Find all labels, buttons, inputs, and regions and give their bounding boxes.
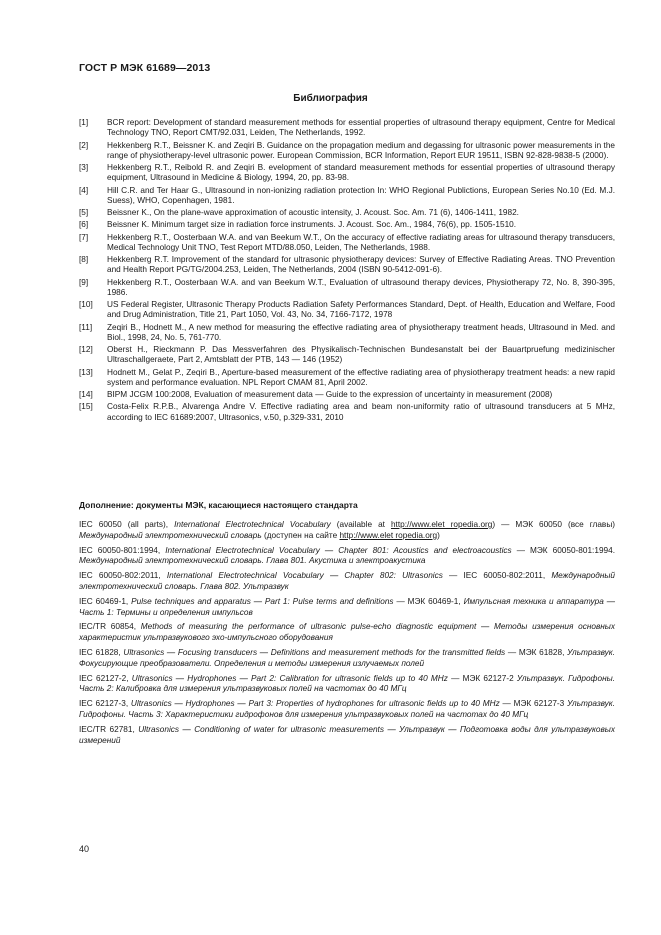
std-title: Ultrasonics — Focusing transducers — Definitions and measurement methods for the transmitted fields — [123, 647, 506, 657]
std-title: Ultrasonics — Hydrophones — Part 3: Properties of hydrophones for ultrasonic fields up to 40 MHz — [130, 699, 500, 709]
reference-text: Hekkenberg R.T., Reibold R. and Zeqiri B. evelopment of standard measurement methods for essential properties of ultrasound therapy equipment, Ultrasound in Medicine & Biology, 1994, 20, pp. 83-98. — [107, 163, 615, 183]
reference-number: [13] — [79, 367, 93, 377]
std-title-ru: Международный электротехнический словарь. Глава 802. Ультразвук — [79, 571, 616, 591]
std-title-ru: Ультразвук. Гидрофоны. Часть 2: Калибровка для измерения ультразвуковых полей на частотах до 40 МГц — [79, 673, 616, 694]
reference-number: [10] — [79, 300, 93, 310]
reference-text: Oberst H., Rieckmann P. Das Messverfahren des Physikalisch-Technischen Bundesanstalt bei der Bauartpruefung medizinischer Ultraschallgeraete, Part 2, Amtsblatt der PTB, 143 — 146 (1952) — [107, 345, 615, 365]
reference-item — [79, 402, 615, 422]
reference-item — [79, 208, 615, 218]
reference-text: BIPM JCGM 100:2008, Evaluation of measurement data — Guide to the expression of uncertainty in measurement (2008) — [107, 390, 553, 400]
supplement-item — [79, 520, 615, 542]
reference-text: Zeqiri B., Hodnett M., A new method for measuring the effective radiating area of physiotherapy treatment heads, Ultrasound in Med. and Biol., 1998, 24, No. 5, 761-770. — [107, 322, 615, 342]
reference-text: Hodnett M., Gelat P., Zeqiri B., Aperture-based measurement of the effective radiating area of physiotherapy treatment heads: a new rapid system and performance evaluation. NPL Report CMAM 81, April 2002. — [107, 367, 615, 387]
reference-text: Hekkenberg R.T., Oosterbaan W.A. and van Beekum W.T., Evaluation of ultrasound therapy devices, Physiotherapy 72, No. 8, 390-395, 1986. — [107, 277, 615, 297]
reference-number: [9] — [79, 277, 89, 287]
electropedia-link[interactable]: http://www.elet ropedia.org — [390, 520, 493, 529]
std-text: — МЭК 60050-801:1994. — [511, 545, 615, 555]
reference-item — [79, 300, 615, 320]
reference-number: [14] — [79, 390, 93, 400]
electropedia-link[interactable]: http://www.elet ropedia.org — [339, 530, 438, 540]
std-text: — IEC 60050-802:2011, — [442, 571, 552, 581]
std-title-ru: Ультразвук. Фокусирующие преобразователи. Определения и методы измерения излучаемых полей — [79, 647, 615, 668]
reference-item — [79, 220, 615, 230]
std-code: IEC 60050-801:1994, — [79, 545, 166, 555]
std-text: (available at — [330, 520, 391, 529]
reference-item — [79, 345, 615, 365]
reference-item — [79, 233, 615, 253]
reference-text: BCR report: Development of standard measurement methods for essential properties of ultrasound therapy equipment, Centre for Medical Technology TNO, Report CMT/92.031, Leiden, The Netherlands, 1992. — [107, 118, 615, 138]
std-title: Pulse techniques and apparatus — Part 1: Pulse terms and definitions — [131, 596, 394, 606]
std-title: Ultrasonics — Hydrophones — Part 2: Calibration for ultrasonic fields up to 40 MHz — [131, 673, 448, 683]
reference-item — [79, 141, 615, 161]
reference-number: [3] — [79, 163, 89, 172]
reference-item — [79, 255, 615, 275]
std-title: International Electrotechnical Vocabulary — [174, 520, 331, 529]
reference-number: [6] — [79, 220, 89, 230]
std-title: Methods of measuring the performance of ultrasonic pulse-echo diagnostic equipment — Методы измерения основных характеристик ультразвукового эхо-импульсного оборудования — [79, 622, 615, 643]
reference-list — [79, 118, 615, 425]
reference-number: [7] — [79, 232, 89, 242]
supplement-item — [79, 725, 615, 747]
reference-item — [79, 278, 615, 298]
std-code: IEC/TR 62781, — [79, 724, 139, 734]
reference-number: [4] — [79, 185, 89, 195]
reference-text: Beissner K., On the plane-wave approximation of acoustic intensity, J. Acoust. Soc. Am. 71 (6), 1406-1411, 1982. — [107, 208, 519, 217]
supplement-list — [79, 520, 615, 750]
supplement-item — [79, 597, 615, 619]
std-code: IEC 62127-2, — [79, 673, 132, 683]
document-header: ГОСТ Р МЭК 61689—2013 — [79, 62, 211, 74]
reference-number: [11] — [79, 322, 93, 332]
std-title-ru: Международный электротехнический словарь — [79, 530, 262, 540]
reference-item — [79, 163, 615, 183]
std-text: — МЭК 60469-1, — [393, 596, 464, 606]
std-title: International Electrotechnical Vocabulary — Chapter 801: Acoustics and electroacoustics — [165, 545, 512, 555]
supplement-title: Дополнение: документы МЭК, касающиеся настоящего стандарта — [79, 500, 358, 510]
reference-number: [8] — [79, 255, 89, 265]
reference-number: [1] — [79, 118, 89, 127]
supplement-item — [79, 648, 615, 670]
reference-number: [5] — [79, 208, 89, 217]
std-code: IEC 61828, — [79, 647, 124, 657]
std-code: IEC 62127-3, — [79, 699, 131, 709]
std-title-ru: Международный электротехнический словарь. Глава 801. Акустика и электроакустика — [79, 556, 426, 566]
section-title-bibliography: Библиография — [293, 93, 368, 104]
reference-text: Hill C.R. and Ter Haar G., Ultrasound in non-ionizing radiation protection In: WHO Regional Publictions, European Series No.10 (Ed. M.J. Suess), WHO, Copenhagen, 1981. — [107, 185, 615, 205]
std-code: IEC 60469-1, — [79, 596, 132, 606]
std-code: IEC 60050-802:2011, — [79, 571, 167, 581]
std-text: (доступен на сайте — [261, 530, 340, 540]
reference-item — [79, 390, 615, 400]
supplement-item — [79, 571, 615, 593]
reference-text: Hekkenberg R.T., Beissner K. and Zeqiri B. Guidance on the propagation medium and degassing for ultrasonic power measurements in the range of physiotherapy-level ultrasonic power. European Commission, BCR Information, Report EUR 19511, ISBN 92-828-9838-5 (2000). — [107, 140, 615, 160]
reference-number: [15] — [79, 402, 93, 412]
std-code: IEC 60050 (all parts), — [79, 520, 175, 529]
reference-text: Costa-Felix R.P.B., Alvarenga Andre V. Effective radiating area and beam non-uniformity ratio of ultrasound transducers at 5 MHz, according to IEC 61689:2007, Ultrasonics, v.50, p.329-331, 2010 — [107, 402, 615, 422]
reference-item — [79, 186, 615, 206]
std-text: — МЭК 61828, — [505, 647, 568, 657]
reference-text: Beissner K. Minimum target size in radiation force instruments. J. Acoust. Soc. Am., 1984, 76(6), pp. 1505-1510. — [107, 220, 517, 230]
reference-number: [2] — [79, 140, 89, 150]
std-title-ru: Импульсная техника и аппаратура — Часть 1: Термины и определения импульсов — [79, 596, 615, 617]
std-text: — МЭК 62127-2 — [447, 673, 517, 683]
reference-item — [79, 323, 615, 343]
reference-item — [79, 368, 615, 388]
supplement-item — [79, 699, 615, 721]
page-number: 40 — [79, 844, 90, 854]
reference-number: [12] — [79, 345, 93, 355]
reference-text: US Federal Register, Ultrasonic Therapy Products Radiation Safety Performances Standard, Dept. of Health, Education and Welfare, Food and Drug Administration, Title 21, Part 1050, Vol. 43, No. 34, 7166-7172, 1978 — [107, 300, 615, 320]
reference-text: Hekkenberg R.T. Improvement of the standard for ultrasonic physiotherapy devices: Survey of Effective Radiating Areas. TNO Prevention and Health Report PG/TG/2004.253, Leiden, The Netherlands, 2004 (ISBN 90-5412-091-6). — [107, 255, 615, 275]
std-title: International Electrotechnical Vocabulary — Chapter 802: Ultrasonics — [166, 571, 443, 581]
std-code: IEC/TR 60854, — [79, 622, 141, 632]
std-title-ru: Ультразвук. Гидрофоны. Часть 3: Характеристики гидрофонов для измерения ультразвуковых полей на частотах до 40 МГц — [79, 699, 615, 719]
std-text: — МЭК 62127-3 — [499, 699, 568, 709]
reference-item — [79, 118, 615, 138]
std-title: Ultrasonics — Conditioning of water for ultrasonic measurements — Ультразвук — Подготовка воды для ультразвуковых измерений — [79, 724, 615, 745]
std-text: ) — [437, 530, 440, 540]
supplement-item — [79, 622, 615, 644]
supplement-item — [79, 546, 615, 568]
std-text: ) — МЭК 60050 (все главы) — [492, 520, 615, 529]
reference-text: Hekkenberg R.T., Oosterbaan W.A. and van Beekum W.T., On the accuracy of effective radiating areas for ultrasound therapy transducers, Medical Technology Unit TNO, Test Report MTD/88.050, Leiden, The Netherlands, 1988. — [107, 232, 615, 252]
supplement-item — [79, 674, 615, 696]
